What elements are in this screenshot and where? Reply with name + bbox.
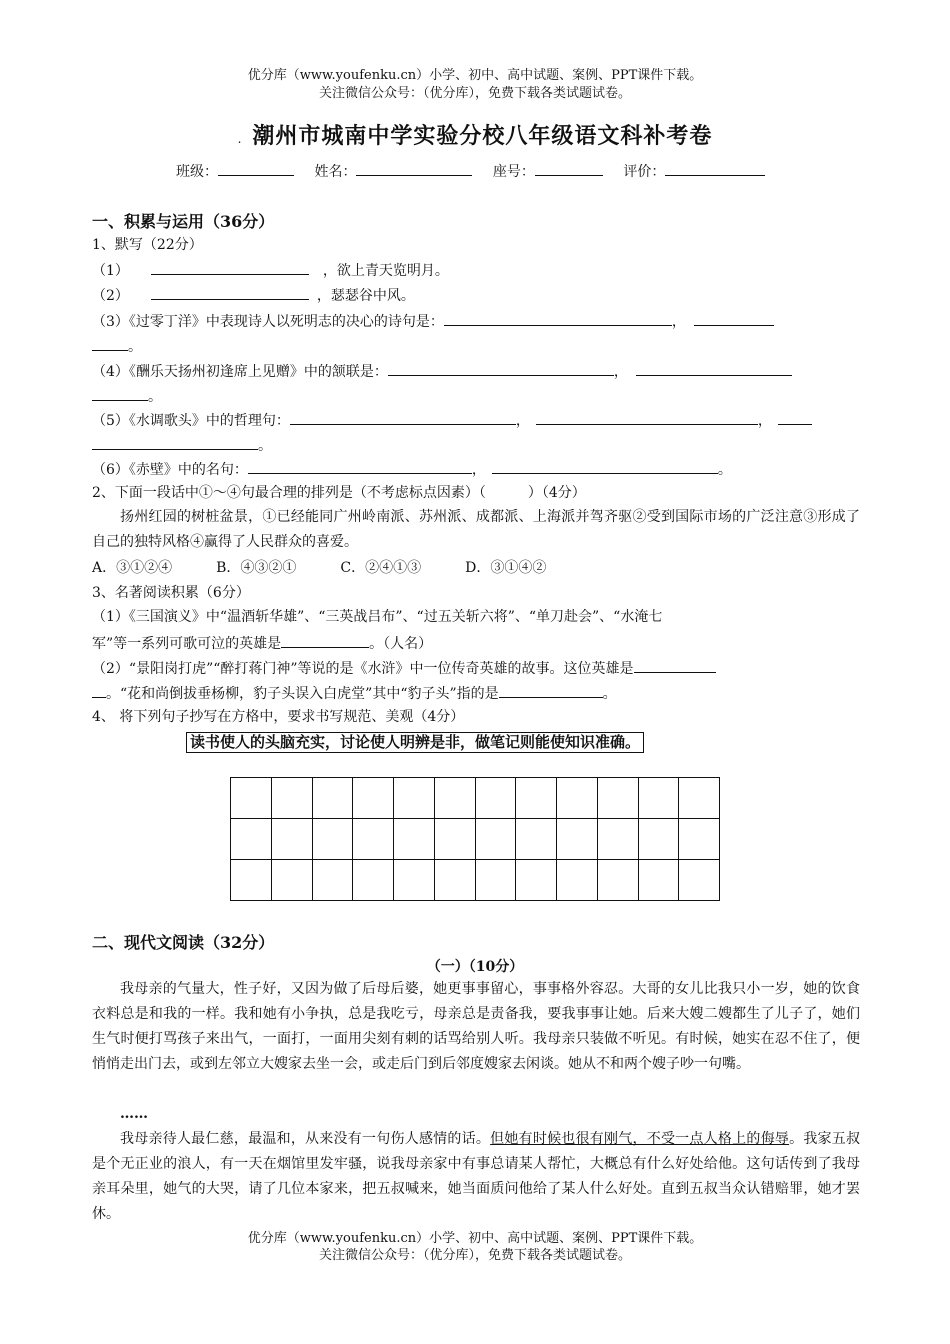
grid-cell[interactable] xyxy=(434,860,475,901)
grid-cell[interactable] xyxy=(434,819,475,860)
grid-cell[interactable] xyxy=(394,819,435,860)
q1-item4 xyxy=(92,361,792,381)
q1-item1-num: （1） xyxy=(92,263,129,279)
q1-item3-text: （3）《过零丁洋》中表现诗人以死明志的决心的诗句是： xyxy=(92,314,444,330)
q1-item5-sep-1: ， xyxy=(515,413,530,429)
grid-cell[interactable] xyxy=(312,819,353,860)
q3-item1-blank[interactable] xyxy=(281,633,369,648)
grid-cell[interactable] xyxy=(271,860,312,901)
q1-item2-blank[interactable] xyxy=(151,285,309,300)
name-field[interactable] xyxy=(356,161,472,176)
grid-cell[interactable] xyxy=(597,819,638,860)
q1-item5-cont xyxy=(92,435,272,455)
grid-cell[interactable] xyxy=(475,860,516,901)
grid-row xyxy=(231,860,720,901)
grid-cell[interactable] xyxy=(434,778,475,819)
q3-item2-blank-1[interactable] xyxy=(634,658,716,673)
writing-grid[interactable] xyxy=(230,777,720,901)
footer-line-2: 关注微信公众号：（优分库），免费下载各类试题试卷。 xyxy=(318,1248,631,1263)
title-text: 潮州市城南中学实验分校八年级语文科补考卷 xyxy=(252,123,713,149)
q2-title: 2、下面一段话中①～④句最合理的排列是（不考虑标点因素）（ ）（4分） xyxy=(92,485,586,501)
q2-option-a[interactable]: A．③①②④ xyxy=(92,560,173,576)
q1-item3-sep: ， xyxy=(671,314,686,330)
q3-item2-line2 xyxy=(92,683,617,703)
grid-row xyxy=(231,778,720,819)
q1-title: 1、默写（22分） xyxy=(92,237,203,253)
q1-item4-end: 。 xyxy=(148,389,162,405)
seat-label: 座号： xyxy=(492,164,535,180)
q1-item6 xyxy=(92,459,732,479)
student-info-row xyxy=(176,161,781,181)
grid-cell[interactable] xyxy=(597,778,638,819)
para2-start: 我母亲待人最仁慈，最温和，从来没有一句伤人感情的话。 xyxy=(120,1131,491,1147)
para2-underlined: 但她有时候也很有刚气，不受一点人格上的侮辱 xyxy=(490,1131,790,1147)
q3-item2-line1 xyxy=(92,658,716,678)
grid-cell[interactable] xyxy=(475,778,516,819)
header-line-2: 关注微信公众号：（优分库），免费下载各类试题试卷。 xyxy=(318,86,631,101)
grid-cell[interactable] xyxy=(475,819,516,860)
q1-item3 xyxy=(92,311,774,331)
grid-cell[interactable] xyxy=(353,860,394,901)
q1-item4-cont xyxy=(92,386,162,406)
footer-line-1: 优分库（www.youfenku.cn）小学、初中、高中试题、案例、PPT课件下载。 xyxy=(247,1231,703,1246)
q2-option-d[interactable]: D．③①④② xyxy=(465,560,547,576)
grid-cell[interactable] xyxy=(638,778,679,819)
grid-cell[interactable] xyxy=(557,819,598,860)
section1-heading: 一、积累与运用（36分） xyxy=(92,212,275,231)
q1-item4-blank-2[interactable] xyxy=(636,361,792,376)
q1-item5-sep-2: ， xyxy=(757,413,772,429)
grid-cell[interactable] xyxy=(516,778,557,819)
q3-title: 3、名著阅读积累（6分） xyxy=(92,585,250,601)
reading-para-1: 我母亲的气量大，性子好，又因为做了后母后婆，她更事事留心，事事格外容忍。大哥的女儿比我只小一岁，她的饮食衣料总是和我的一样。我和她有小争执，总是我吃亏，母亲总是责备我，要我事事让她。后来大嫂二嫂都生了儿子了，她们生气时便打骂孩子来出气，一面打，一面用尖刻有刺的话骂给别人听。我母亲只装做不听见。有时候，她实在忍不住了，便悄悄走出门去，或到左邻立大嫂家去坐一会，或走后门到后邻度嫂家去闲谈。她从不和两个嫂子吵一句嘴。 xyxy=(92,981,860,1072)
header-line-1: 优分库（www.youfenku.cn）小学、初中、高中试题、案例、PPT课件下载。 xyxy=(247,68,703,83)
grid-cell[interactable] xyxy=(516,819,557,860)
q1-item4-sep: ， xyxy=(613,364,628,380)
grid-cell[interactable] xyxy=(312,778,353,819)
q1-item3-blank-1[interactable] xyxy=(444,311,672,326)
para2-rest: 。我家五叔是个无正业的浪人，有一天在烟馆里发牢骚，说我母亲家中有事总请某人帮忙，大概总有什么好处给他。这句话传到了我母亲耳朵里，她气的大哭，请了几位本家来，把五叔喊来，她当面质问他给了某人什么好处。直到五叔当众认错赔罪，她才罢休。 xyxy=(92,1131,861,1222)
class-label: 班级： xyxy=(176,164,218,180)
q1-item1-blank[interactable] xyxy=(151,260,309,275)
q3-item2-blank-1-cont[interactable] xyxy=(92,683,106,698)
q1-item3-end: 。 xyxy=(128,339,142,355)
q1-item1-text: ，欲上青天览明月。 xyxy=(322,263,449,279)
q2-option-b[interactable]: B．④③②① xyxy=(216,560,297,576)
reading-para-2 xyxy=(92,1127,860,1227)
q1-item5-blank-3[interactable] xyxy=(778,410,812,425)
grid-cell[interactable] xyxy=(231,778,272,819)
q1-item3-cont xyxy=(92,336,142,356)
grid-cell[interactable] xyxy=(394,778,435,819)
class-field[interactable] xyxy=(218,161,294,176)
q3-item2-end: 。 xyxy=(602,686,617,702)
q1-item2-text: ，瑟瑟谷中风。 xyxy=(316,288,415,304)
grid-cell[interactable] xyxy=(557,778,598,819)
title-dot: . xyxy=(237,132,243,146)
q2-options xyxy=(92,559,546,577)
q3-item2-text: （2）“景阳岗打虎”“醉打蒋门神”等说的是《水浒》中一位传奇英雄的故事。这位英雄是 xyxy=(92,661,634,677)
q1-item6-sep: ， xyxy=(471,462,486,478)
grid-cell[interactable] xyxy=(557,860,598,901)
q1-item5-end: 。 xyxy=(258,438,272,454)
grid-cell[interactable] xyxy=(516,860,557,901)
eval-field[interactable] xyxy=(665,161,765,176)
grid-cell[interactable] xyxy=(638,860,679,901)
q1-item6-text: （6）《赤壁》中的名句： xyxy=(92,462,248,478)
q1-item3-blank-3[interactable] xyxy=(92,336,128,351)
grid-cell[interactable] xyxy=(231,860,272,901)
q1-item6-end: 。 xyxy=(717,462,732,478)
q3-item2-blank-2[interactable] xyxy=(499,683,603,698)
q4-title: 4、 将下列句子抄写在方格中，要求书写规范、美观（4分） xyxy=(92,709,465,725)
grid-cell[interactable] xyxy=(353,778,394,819)
q1-item4-blank-3[interactable] xyxy=(92,386,148,401)
q4-sentence-box: 读书使人的头脑充实，讨论使人明辨是非，做笔记则能使知识准确。 xyxy=(186,732,644,753)
grid-row xyxy=(231,819,720,860)
q1-item5-blank-2[interactable] xyxy=(536,410,758,425)
q1-item4-text: （4）《酬乐天扬州初逢席上见赠》中的颔联是： xyxy=(92,364,388,380)
eval-label: 评价： xyxy=(623,164,666,180)
grid-cell[interactable] xyxy=(597,860,638,901)
seat-field[interactable] xyxy=(535,161,603,176)
grid-cell[interactable] xyxy=(679,860,720,901)
q1-item4-blank-1[interactable] xyxy=(388,361,614,376)
grid-cell[interactable] xyxy=(679,778,720,819)
q2-passage: 扬州红园的树桩盆景，①已经能同广州岭南派、苏州派、成都派、上海派并驾齐驱②受到国际市场的广泛注意③形成了自己的独特风格④赢得了人民群众的喜爱。 xyxy=(92,509,860,550)
q1-item2 xyxy=(92,285,415,305)
reading-ellipsis: …… xyxy=(120,1106,148,1122)
grid-cell[interactable] xyxy=(679,819,720,860)
q2-option-c[interactable]: C．②④①③ xyxy=(340,560,422,576)
q3-item2-text-2: 。“花和尚倒拔垂杨柳，豹子头误入白虎堂”其中“豹子头”指的是 xyxy=(106,686,499,702)
q1-item5-blank-1[interactable] xyxy=(290,410,516,425)
grid-cell[interactable] xyxy=(231,819,272,860)
name-label: 姓名： xyxy=(314,164,357,180)
q3-item1-line1: （1）《三国演义》中“温酒斩华雄”、“三英战吕布”、“过五关斩六将”、“单刀赴会”、“水淹七 xyxy=(92,609,663,625)
q3-item1-line2 xyxy=(92,633,432,653)
q3-item1-end: 。（人名） xyxy=(369,636,433,652)
q1-item6-blank-2[interactable] xyxy=(492,459,718,474)
grid-cell[interactable] xyxy=(271,819,312,860)
grid-cell[interactable] xyxy=(394,860,435,901)
grid-cell[interactable] xyxy=(271,778,312,819)
q1-item3-blank-2[interactable] xyxy=(694,311,774,326)
q1-item5 xyxy=(92,410,812,430)
part1-title: （一）（10分） xyxy=(426,959,524,975)
q1-item5-text: （5）《水调歌头》中的哲理句： xyxy=(92,413,290,429)
q1-item2-num: （2） xyxy=(92,288,129,304)
page-title xyxy=(0,119,950,150)
q1-item6-blank-1[interactable] xyxy=(248,459,472,474)
q3-item1-text: 军”等一系列可歌可泣的英雄是 xyxy=(92,636,282,652)
section2-heading: 二、现代文阅读（32分） xyxy=(92,933,275,952)
grid-cell[interactable] xyxy=(353,819,394,860)
q1-item1 xyxy=(92,260,449,280)
grid-cell[interactable] xyxy=(312,860,353,901)
grid-cell[interactable] xyxy=(638,819,679,860)
q1-item5-blank-4[interactable] xyxy=(92,435,258,450)
